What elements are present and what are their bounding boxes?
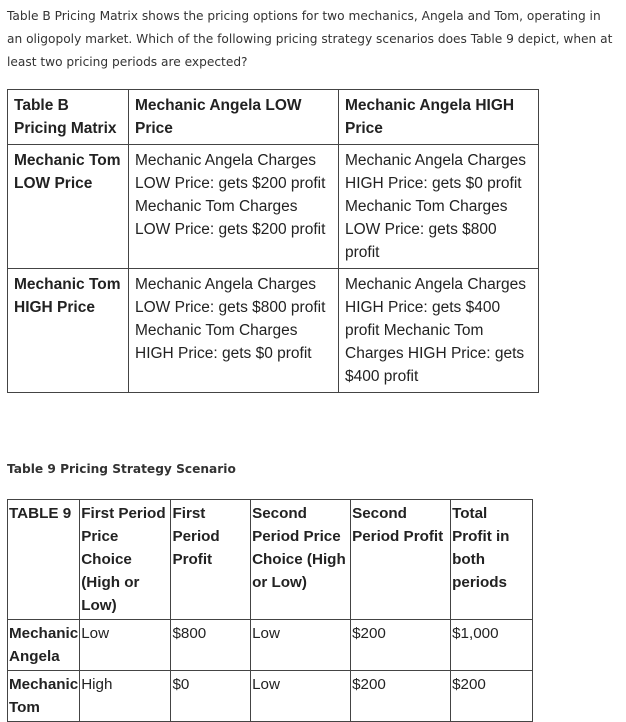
table-cell: Mechanic Angela Charges LOW Price: gets $800 profit Mechanic Tom Charges HIGH Price: gets $0 profit [129,269,339,393]
row-label: Mechanic Tom HIGH Price [8,269,129,393]
table-header-cell: Table B Pricing Matrix [8,90,129,145]
table-cell: $1,000 [451,620,533,671]
table-cell: Mechanic Angela Charges HIGH Price: gets $400 profit Mechanic Tom Charges HIGH Price: gets $400 profit [339,269,539,393]
table-header-cell: First Period Price Choice (High or Low) [80,500,171,620]
row-label: Mechanic Tom [8,671,80,722]
table-cell: $200 [351,671,451,722]
table-header-cell: First Period Profit [171,500,251,620]
table-cell: $200 [451,671,533,722]
table-header-cell: Mechanic Angela HIGH Price [339,90,539,145]
pricing-scenario-table [7,499,533,722]
table-header-cell: Total Profit in both periods [451,500,533,620]
table-cell: $200 [351,620,451,671]
table-cell: Low [251,620,351,671]
table-cell: High [80,671,171,722]
table-row [8,671,533,722]
row-label: Mechanic Tom LOW Price [8,145,129,269]
table-row [8,269,539,393]
table-row [8,620,533,671]
table-cell: $800 [171,620,251,671]
table-header-cell: TABLE 9 [8,500,80,620]
table-header-cell: Second Period Profit [351,500,451,620]
table-cell: $0 [171,671,251,722]
table-row [8,145,539,269]
table-cell: Mechanic Angela Charges HIGH Price: gets $0 profit Mechanic Tom Charges LOW Price: gets $800 profit [339,145,539,269]
table-header-row [8,500,533,620]
table-header-row [8,90,539,145]
table-header-cell: Mechanic Angela LOW Price [129,90,339,145]
table9-title: Table 9 Pricing Strategy Scenario [7,462,236,476]
question-text: Table B Pricing Matrix shows the pricing options for two mechanics, Angela and Tom, operating in an oligopoly market. Which of the following pricing strategy scenarios does Table 9 depict, when at least two pricing periods are expected? [7,9,613,69]
table-cell: Mechanic Angela Charges LOW Price: gets $200 profit Mechanic Tom Charges LOW Price: gets $200 profit [129,145,339,269]
table-cell: Low [80,620,171,671]
row-label: Mechanic Angela [8,620,80,671]
pricing-matrix-table [7,89,539,393]
table-cell: Low [251,671,351,722]
table-header-cell: Second Period Price Choice (High or Low) [251,500,351,620]
